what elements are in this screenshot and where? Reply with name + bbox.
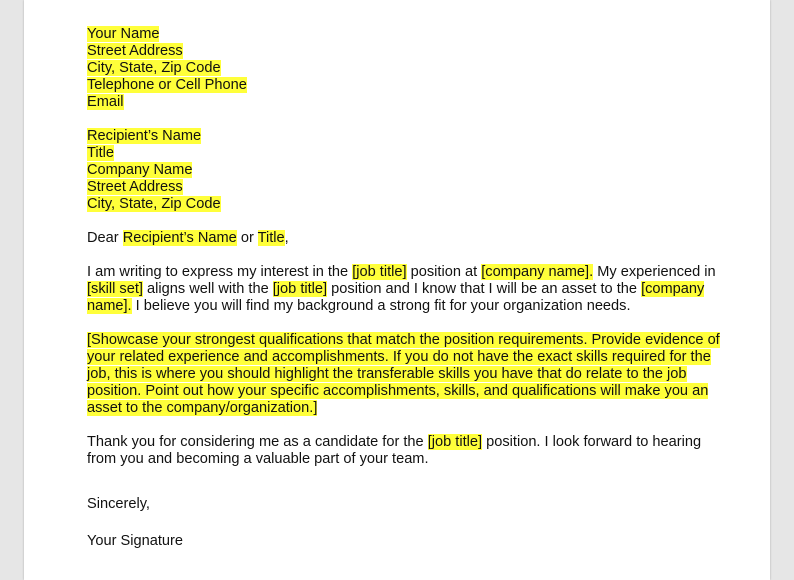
closing: Sincerely,	[87, 496, 150, 512]
sender-phone: Telephone or Cell Phone	[87, 77, 247, 93]
paragraph-thanks: Thank you for considering me as a candidate for the [job title] position. I look forward to hearing from you and becoming a valuable part of your team.	[87, 434, 702, 467]
recipient-street: Street Address	[87, 179, 183, 195]
recipient-block	[87, 128, 727, 213]
sender-street: Street Address	[87, 43, 183, 59]
placeholder-job-title: [job title]	[352, 264, 407, 280]
placeholder-company-name: [company name].	[87, 281, 705, 314]
letter-content	[87, 26, 727, 550]
paragraph-qualifications	[87, 332, 727, 417]
sender-block	[87, 26, 727, 111]
placeholder-skill-set: [skill set]	[87, 281, 143, 297]
signature: Your Signature	[87, 533, 184, 549]
placeholder-job-title: [job title]	[272, 281, 328, 297]
salutation-recipient-name: Recipient’s Name	[122, 230, 237, 246]
placeholder-company-name: [company name].	[481, 264, 594, 280]
sender-email: Email	[87, 94, 124, 110]
placeholder-job-title: [job title]	[427, 434, 483, 450]
salutation: Dear Recipient’s Name or Title,	[87, 230, 289, 246]
salutation-title: Title	[257, 230, 285, 246]
document-page	[24, 0, 770, 580]
recipient-company: Company Name	[87, 162, 193, 178]
paragraph-interest: I am writing to express my interest in the [job title] position at [company name]. My experienced in [skill set] aligns well with the [job title] position and I know that I will be an asset to the [company name]. I believe you will find my background a strong fit for your organization needs.	[87, 264, 716, 314]
recipient-title: Title	[87, 145, 115, 161]
sender-city: City, State, Zip Code	[87, 60, 221, 76]
recipient-name: Recipient’s Name	[87, 128, 202, 144]
recipient-city: City, State, Zip Code	[87, 196, 221, 212]
qualifications-placeholder: [Showcase your strongest qualifications that match the position requirements. Provide evidence of your related experience and accomplishments. If you do not have the exact skills required for the job, this is where you should highlight the transferable skills you have that do relate to the job position. Point out how your specific accomplishments, skills, and qualifications will make you an asset to the company/organization.]	[87, 332, 720, 416]
sender-name: Your Name	[87, 26, 160, 42]
